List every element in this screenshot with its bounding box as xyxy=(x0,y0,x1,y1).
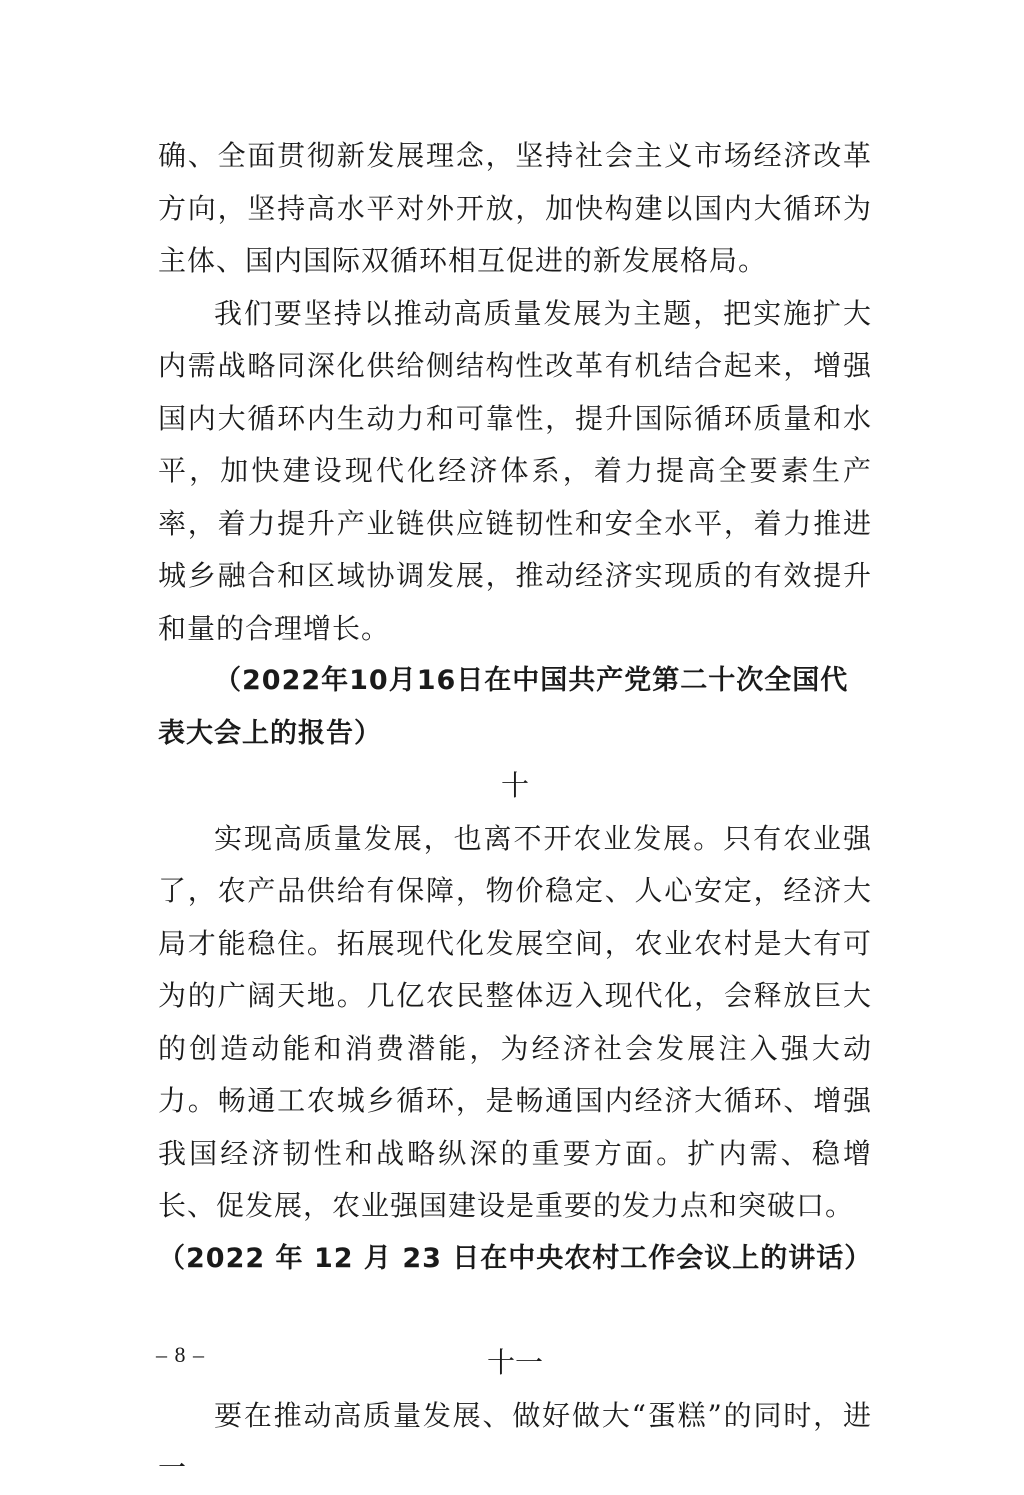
paragraph-agriculture: 实现高质量发展，也离不开农业发展。只有农业强了，农产品供给有保障，物价稳定、人心安定，经济大局才能稳住。拓展现代化发展空间，农业农村是大有可为的广阔天地。几亿农民整体迈入现代化，会释放巨大的创造动能和消费潜能，为经济社会发展注入强大动力。畅通工农城乡循环，是畅通国内经济大循环、增强我国经济韧性和战略纵深的重要方面。扩内需、稳增长、促发展，农业强国建设是重要的发力点和突破口。 xyxy=(158,821,872,1222)
section-spacer xyxy=(158,1285,872,1337)
source-citation-report: （2022年10月16日在中国共产党第二十次全国代表大会上的报告） xyxy=(158,665,849,749)
section-heading-10: 十 xyxy=(500,769,529,802)
paragraph-cake: 要在推动高质量发展、做好做大“蛋糕”的同时，进一 xyxy=(158,1398,872,1484)
document-body xyxy=(158,130,872,1495)
source-citation-speech: （2022 年 12 月 23 日在中央农村工作会议上的讲话） xyxy=(158,1242,873,1274)
paragraph-continued: 确、全面贯彻新发展理念，坚持社会主义市场经济改革方向，坚持高水平对外开放，加快构建以国内大循环为主体、国内国际双循环相互促进的新发展格局。 xyxy=(158,139,872,277)
page-number: – 8 – xyxy=(156,1342,205,1367)
section-heading-11: 十一 xyxy=(486,1346,543,1379)
paragraph-high-quality-development: 我们要坚持以推动高质量发展为主题，把实施扩大内需战略同深化供给侧结构性改革有机结合起来，增强国内大循环内生动力和可靠性，提升国际循环质量和水平，加快建设现代化经济体系，着力提高全要素生产率，着力提升产业链供应链韧性和安全水平，着力推进城乡融合和区域协调发展，推动经济实现质的有效提升和量的合理增长。 xyxy=(158,296,872,645)
